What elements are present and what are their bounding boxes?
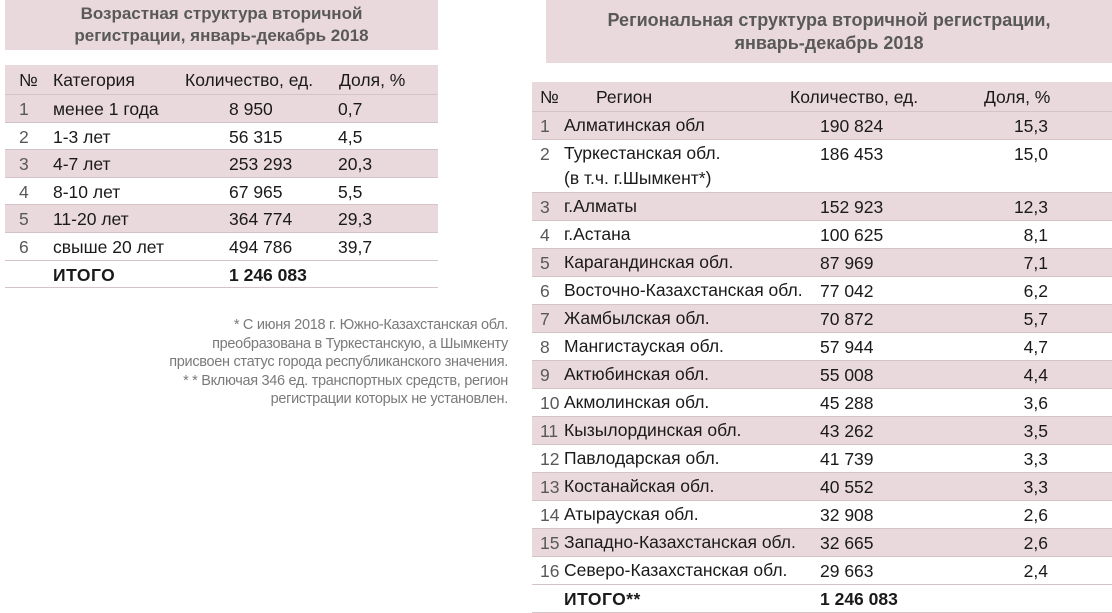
row-quantity: 253 293 — [229, 154, 293, 175]
row-region-name: Жамбылская обл. — [564, 308, 710, 328]
row-region-name: Атырауская обл. — [564, 504, 699, 524]
region-table-row — [532, 112, 1112, 140]
row-category: свыше 20 лет — [53, 236, 164, 257]
row-share: 20,3 — [338, 154, 373, 175]
row-share: 2,4 — [1023, 561, 1048, 581]
row-region-name: Карагандинская обл. — [564, 252, 734, 272]
age-title-line-2: регистрации, январь-декабрь 2018 — [74, 26, 369, 45]
row-share: 3,3 — [1023, 477, 1048, 497]
row-number: 15 — [540, 533, 560, 553]
age-title-line-1: Возрастная структура вторичной — [80, 4, 363, 23]
region-table-total-row — [532, 585, 1112, 613]
row-region — [564, 222, 630, 247]
row-category: 1-3 лет — [53, 126, 111, 147]
header-share: Доля, % — [984, 87, 1051, 107]
row-quantity: 77 042 — [820, 281, 874, 301]
region-title-line-2: январь-декабрь 2018 — [734, 32, 924, 53]
row-number: 6 — [19, 236, 29, 257]
age-table-row — [5, 123, 438, 151]
row-quantity: 364 774 — [229, 209, 293, 230]
row-quantity: 190 824 — [820, 116, 884, 136]
row-region — [564, 306, 710, 331]
age-table-row — [5, 178, 438, 206]
row-quantity: 57 944 — [820, 337, 874, 357]
row-number: 5 — [540, 253, 550, 273]
region-table-row — [532, 193, 1112, 221]
row-category: менее 1 года — [53, 99, 159, 119]
row-share: 2,6 — [1023, 505, 1048, 525]
row-number: 4 — [19, 181, 29, 202]
age-table-body — [5, 95, 438, 261]
row-number: 2 — [540, 144, 550, 164]
row-number: 11 — [540, 421, 559, 441]
region-table-row — [532, 417, 1112, 445]
row-share: 3,3 — [1023, 449, 1048, 469]
total-label: ИТОГО — [53, 264, 116, 285]
region-table-row — [532, 529, 1112, 557]
row-region — [564, 502, 699, 527]
row-region-name: Северо-Казахстанская обл. — [564, 560, 788, 580]
row-region-name: г.Астана — [564, 224, 631, 244]
footnote-line-5: регистрации которых не установлен. — [270, 391, 508, 408]
region-table-row — [532, 305, 1112, 333]
row-number: 3 — [540, 197, 550, 217]
row-share: 3,6 — [1023, 393, 1048, 413]
row-region-name: Восточно-Казахстанская обл. — [564, 280, 803, 300]
row-region — [564, 278, 803, 303]
row-category: 4-7 лет — [53, 154, 111, 175]
row-region-name: Костанайская обл. — [564, 476, 715, 496]
row-share: 12,3 — [1013, 197, 1048, 217]
row-number: 7 — [540, 309, 550, 329]
row-quantity: 32 908 — [820, 505, 874, 525]
row-quantity: 45 288 — [820, 393, 874, 413]
row-quantity: 152 923 — [820, 197, 884, 217]
regional-structure-table — [532, 82, 1112, 613]
region-table-row — [532, 249, 1112, 277]
row-region — [564, 558, 787, 583]
row-share: 15,3 — [1013, 116, 1048, 136]
row-region-name: Павлодарская обл. — [564, 448, 720, 468]
age-table-row — [5, 233, 438, 261]
region-table-row — [532, 333, 1112, 361]
row-number: 14 — [540, 505, 560, 525]
row-share: 4,5 — [338, 126, 363, 147]
row-number: 8 — [540, 337, 550, 357]
row-quantity: 32 665 — [820, 533, 874, 553]
row-number: 5 — [19, 209, 29, 230]
row-region-name: Западно-Казахстанская обл. — [564, 532, 796, 552]
age-table-header — [5, 65, 438, 95]
row-region — [564, 141, 720, 191]
row-share: 2,6 — [1023, 533, 1048, 553]
age-structure-title — [5, 0, 438, 50]
row-region-name: Мангистауская обл. — [564, 336, 724, 356]
row-number: 9 — [540, 365, 550, 385]
row-share: 8,1 — [1023, 225, 1048, 245]
row-share: 15,0 — [1013, 144, 1048, 164]
row-number: 13 — [540, 477, 560, 497]
row-region-name: г.Алматы — [564, 196, 637, 216]
row-quantity: 56 315 — [229, 126, 283, 147]
region-table-row — [532, 501, 1112, 529]
row-region — [564, 446, 720, 471]
row-quantity: 43 262 — [820, 421, 874, 441]
footnote-line-3: присвоен статус города республиканского значения. — [169, 354, 508, 371]
age-table-row — [5, 205, 438, 233]
row-region-name: Алматинская обл — [564, 115, 705, 135]
row-number: 16 — [540, 561, 560, 581]
row-number: 1 — [19, 99, 29, 119]
footnote-line-2: преобразована в Туркестанскую, а Шымкенту — [212, 335, 508, 352]
row-region — [564, 474, 714, 499]
row-share: 29,3 — [338, 209, 373, 230]
header-category: Категория — [53, 70, 135, 90]
region-table-row — [532, 361, 1112, 389]
row-number: 2 — [19, 126, 29, 147]
region-table-body — [532, 112, 1112, 585]
total-quantity: 1 246 083 — [820, 589, 898, 609]
header-quantity: Количество, ед. — [790, 87, 919, 107]
header-region: Регион — [596, 87, 653, 107]
row-share: 4,4 — [1023, 365, 1048, 385]
row-region-name: Туркестанская обл. — [564, 143, 721, 163]
header-quantity: Количество, ед. — [185, 70, 314, 90]
row-number: 3 — [19, 154, 29, 175]
row-region — [564, 390, 709, 415]
region-table-row — [532, 221, 1112, 249]
row-number: 4 — [540, 225, 550, 245]
row-quantity: 29 663 — [820, 561, 874, 581]
row-region-note: (в т.ч. г.Шымкент*) — [564, 168, 712, 188]
row-region — [564, 113, 705, 138]
row-share: 6,2 — [1023, 281, 1048, 301]
row-category: 11-20 лет — [53, 209, 129, 230]
region-table-row — [532, 473, 1112, 501]
footnote-line-1: * С июня 2018 г. Южно-Казахстанская обл. — [233, 317, 508, 333]
total-quantity: 1 246 083 — [229, 264, 307, 285]
age-table-row — [5, 150, 438, 178]
region-table-header — [532, 82, 1112, 112]
row-share: 39,7 — [338, 236, 373, 257]
row-category: 8-10 лет — [53, 181, 121, 202]
header-share: Доля, % — [339, 70, 406, 90]
row-quantity: 55 008 — [820, 365, 874, 385]
row-quantity: 186 453 — [820, 144, 884, 164]
row-quantity: 67 965 — [229, 181, 283, 202]
header-no: № — [19, 70, 38, 90]
row-share: 0,7 — [338, 99, 363, 119]
row-quantity: 8 950 — [229, 99, 273, 119]
row-region — [564, 418, 741, 443]
row-share: 3,5 — [1023, 421, 1048, 441]
row-region-name: Актюбинская обл. — [564, 364, 710, 384]
row-number: 10 — [540, 393, 560, 413]
row-region — [564, 362, 709, 387]
region-table-row — [532, 277, 1112, 305]
row-share: 5,7 — [1023, 309, 1048, 329]
region-table-row — [532, 557, 1112, 585]
row-number: 6 — [540, 281, 550, 301]
total-label: ИТОГО** — [564, 589, 641, 609]
row-region — [564, 250, 733, 275]
age-table-total-row — [5, 261, 438, 289]
row-region — [564, 530, 796, 555]
region-table-row — [532, 140, 1112, 193]
footnote-line-4: * * Включая 346 ед. транспортных средств, регион — [183, 372, 508, 389]
row-number: 12 — [540, 449, 560, 469]
row-quantity: 40 552 — [820, 477, 874, 497]
row-share: 5,5 — [338, 181, 363, 202]
footnote — [100, 316, 508, 409]
row-quantity: 100 625 — [820, 225, 884, 245]
region-table-row — [532, 389, 1112, 417]
row-share: 4,7 — [1023, 337, 1048, 357]
region-title-line-1: Региональная структура вторичной регистрации, — [607, 9, 1051, 30]
header-no: № — [540, 87, 559, 107]
age-table-row — [5, 95, 438, 123]
age-structure-table — [5, 65, 438, 288]
regional-structure-title — [546, 0, 1112, 63]
region-table-row — [532, 445, 1112, 473]
row-quantity: 87 969 — [820, 253, 874, 273]
row-number: 1 — [540, 116, 550, 136]
row-share: 7,1 — [1023, 253, 1048, 273]
row-quantity: 70 872 — [820, 309, 874, 329]
row-quantity: 41 739 — [820, 449, 874, 469]
row-region — [564, 334, 724, 359]
row-region — [564, 194, 637, 219]
row-quantity: 494 786 — [229, 236, 293, 257]
row-region-name: Акмолинская обл. — [564, 392, 710, 412]
row-region-name: Кызылординская обл. — [564, 420, 742, 440]
